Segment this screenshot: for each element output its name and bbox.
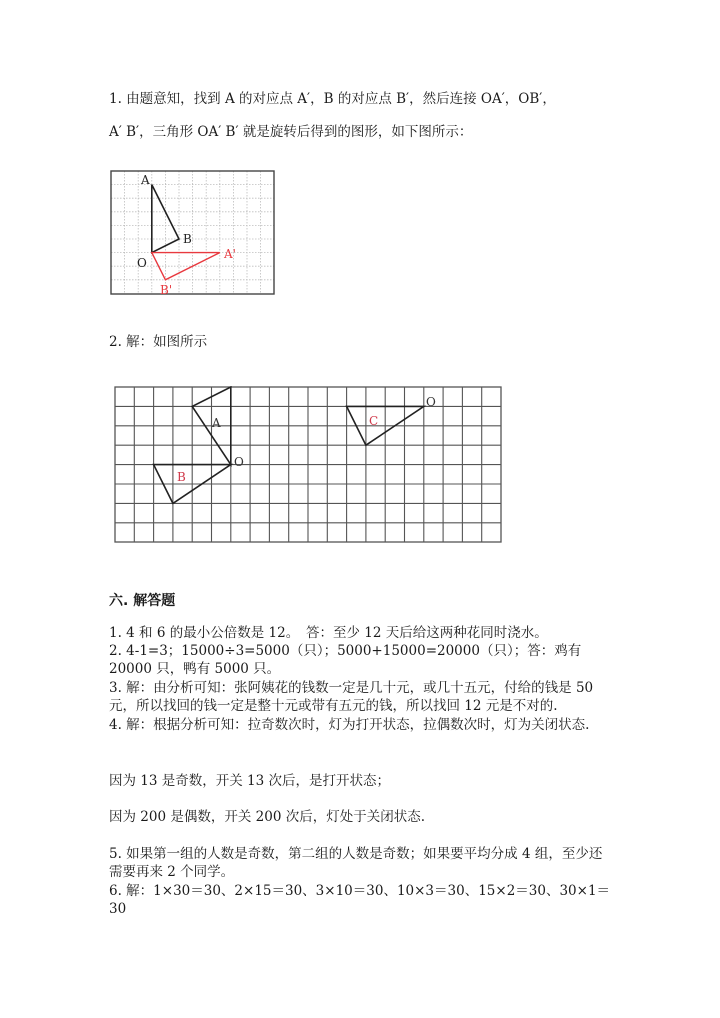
answer-6: 6. 解：1×30＝30、2×15＝30、3×10＝30、10×3＝30、15×2＝30、30×1＝30 (109, 883, 611, 918)
label-O-left: O (234, 455, 244, 469)
label-C: C (369, 414, 379, 428)
answer-3: 3. 解：由分析可知：张阿姨花的钱数一定是几十元，或几十五元，付给的钱是 50 元，所以找回的钱一定是整十元或带有五元的钱，所以找回 12 元是不对的. (109, 680, 594, 715)
q1-text-line1: 1. 由题意知，找到 A 的对应点 A′，B 的对应点 B′，然后连接 OA′，OB′， (109, 91, 556, 107)
answer-1: 1. 4 和 6 的最小公倍数是 12。 答：至少 12 天后给这两种花同时浇水。 (109, 625, 548, 641)
section6-title: 六. 解答题 (109, 593, 176, 609)
answer-4-even: 因为 200 是偶数，开关 200 次后，灯处于关闭状态. (109, 809, 425, 825)
label-B: B (177, 470, 186, 484)
label-B-prime: B' (160, 283, 173, 296)
q2-text: 2. 解：如图所示 (109, 334, 208, 350)
figure1-rotation-grid (110, 170, 276, 296)
q1-text-line2: A′ B′，三角形 OA′ B′ 就是旋转后得到的图形，如下图所示： (109, 124, 473, 140)
label-O-right: O (426, 395, 436, 409)
answer-2: 2. 4-1=3；15000÷3=5000（只）；5000+15000=20000（只）；答：鸡有 20000 只，鸭有 5000 只。 (109, 643, 582, 678)
label-A-prime: A' (224, 247, 236, 261)
answer-5: 5. 如果第一组的人数是奇数，第二组的人数是奇数；如果要平均分成 4 组，至少还需要再来 2 个同学。 (109, 846, 603, 881)
label-O: O (137, 256, 147, 270)
original-triangle-OAB (152, 185, 179, 253)
answer-4: 4. 解：根据分析可知：拉奇数次时，灯为打开状态，拉偶数次时，灯为关闭状态. (109, 717, 590, 733)
figure2-rotation-grid (114, 386, 504, 546)
label-A: A (212, 416, 221, 430)
label-B: B (183, 232, 192, 246)
label-A: A (141, 173, 150, 187)
answer-4-odd: 因为 13 是奇数，开关 13 次后，是打开状态； (109, 773, 391, 789)
